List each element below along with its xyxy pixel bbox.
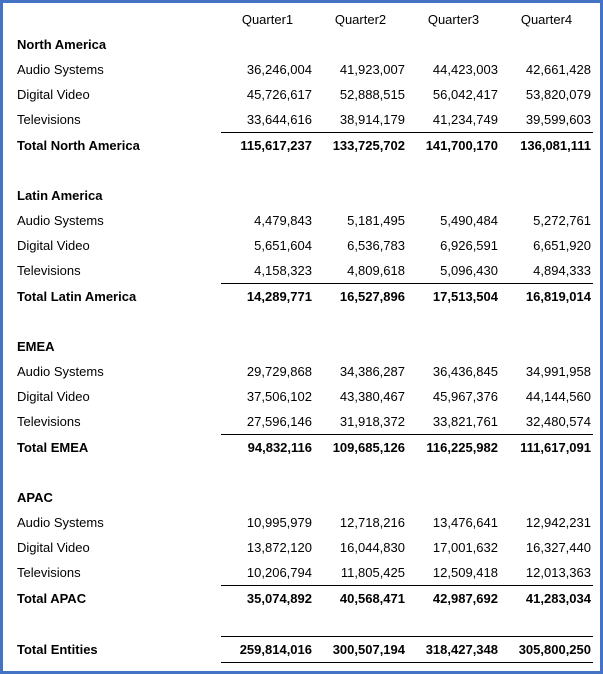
cell-value: 44,423,003	[432, 62, 498, 77]
section-header: Latin America	[17, 188, 103, 203]
spacer-row	[17, 460, 593, 485]
table-row	[17, 107, 593, 133]
cell-value: 12,718,216	[339, 515, 405, 530]
grand-total-value: 259,814,016	[221, 637, 314, 663]
grand-total-value: 300,507,194	[314, 637, 407, 663]
cell-value: 16,327,440	[525, 540, 591, 555]
grand-total-row	[17, 637, 593, 663]
table-row	[17, 208, 593, 233]
cell-value: 5,096,430	[440, 263, 498, 278]
total-value: 16,819,014	[500, 284, 593, 310]
cell-value: 45,967,376	[432, 389, 498, 404]
table-row	[17, 510, 593, 535]
table-row	[17, 359, 593, 384]
total-value: 109,685,126	[314, 435, 407, 461]
total-row	[17, 435, 593, 461]
cell-value: 4,809,618	[347, 263, 405, 278]
spacer-row	[17, 611, 593, 637]
cell-value: 52,888,515	[339, 87, 405, 102]
total-value: 42,987,692	[407, 586, 500, 612]
total-value: 94,832,116	[221, 435, 314, 461]
total-value: 111,617,091	[500, 435, 593, 461]
total-label: Total EMEA	[17, 439, 89, 455]
total-value: 141,700,170	[407, 133, 500, 159]
row-label: Digital Video	[17, 238, 90, 253]
column-header-quarter4: Quarter4	[520, 12, 573, 27]
cell-value: 12,942,231	[525, 515, 591, 530]
section-header: EMEA	[17, 339, 55, 354]
cell-value: 39,599,603	[525, 112, 591, 127]
cell-value: 4,894,333	[533, 263, 591, 278]
column-header-quarter2: Quarter2	[334, 12, 387, 27]
cell-value: 10,995,979	[246, 515, 312, 530]
cell-value: 6,651,920	[533, 238, 591, 253]
section-header: APAC	[17, 490, 53, 505]
row-label: Audio Systems	[17, 515, 104, 530]
row-label: Televisions	[17, 263, 81, 279]
spacer-row	[17, 309, 593, 334]
cell-value: 5,181,495	[347, 213, 405, 228]
total-label: Total APAC	[17, 590, 87, 606]
cell-value: 34,991,958	[525, 364, 591, 379]
cell-value: 53,820,079	[525, 87, 591, 102]
cell-value: 31,918,372	[339, 414, 405, 429]
row-label: Televisions	[17, 414, 81, 430]
cell-value: 11,805,425	[340, 565, 405, 580]
cell-value: 38,914,179	[339, 112, 405, 127]
row-label: Audio Systems	[17, 213, 104, 228]
cell-value: 32,480,574	[525, 414, 591, 429]
section-header-row	[17, 183, 593, 208]
table-row	[17, 409, 593, 435]
row-label: Digital Video	[17, 540, 90, 555]
cell-value: 4,479,843	[254, 213, 312, 228]
total-value: 41,283,034	[500, 586, 593, 612]
cell-value: 13,872,120	[246, 540, 312, 555]
column-header-quarter1: Quarter1	[241, 12, 294, 27]
total-value: 16,527,896	[314, 284, 407, 310]
section-header-row	[17, 32, 593, 57]
total-label: Total Latin America	[17, 288, 137, 304]
cell-value: 27,596,146	[246, 414, 312, 429]
table-row	[17, 258, 593, 284]
cell-value: 43,380,467	[339, 389, 405, 404]
row-label: Televisions	[17, 112, 81, 128]
table-row	[17, 535, 593, 560]
cell-value: 41,234,749	[432, 112, 498, 127]
cell-value: 4,158,323	[254, 263, 312, 278]
row-label: Digital Video	[17, 87, 90, 102]
cell-value: 5,490,484	[440, 213, 498, 228]
total-row	[17, 284, 593, 310]
cell-value: 12,013,363	[525, 565, 591, 580]
total-label: Total North America	[17, 137, 140, 153]
cell-value: 56,042,417	[432, 87, 498, 102]
cell-value: 10,206,794	[246, 565, 312, 580]
row-label: Audio Systems	[17, 62, 104, 77]
total-value: 14,289,771	[221, 284, 314, 310]
total-value: 115,617,237	[221, 133, 314, 159]
cell-value: 12,509,418	[432, 565, 498, 580]
section-header-row	[17, 334, 593, 359]
cell-value: 6,926,591	[440, 238, 498, 253]
cell-value: 41,923,007	[339, 62, 405, 77]
table-row	[17, 233, 593, 258]
cell-value: 29,729,868	[246, 364, 312, 379]
cell-value: 42,661,428	[525, 62, 591, 77]
grand-total-label: Total Entities	[17, 642, 98, 657]
total-value: 116,225,982	[407, 435, 500, 461]
total-value: 136,081,111	[500, 133, 593, 159]
corner-cell	[17, 7, 221, 32]
total-row	[17, 586, 593, 612]
total-row	[17, 133, 593, 159]
cell-value: 13,476,641	[432, 515, 498, 530]
total-value: 133,725,702	[314, 133, 407, 159]
table-row	[17, 560, 593, 586]
column-header-quarter3: Quarter3	[427, 12, 480, 27]
table-row	[17, 384, 593, 409]
cell-value: 33,644,616	[246, 112, 312, 127]
total-value: 40,568,471	[314, 586, 407, 612]
row-label: Digital Video	[17, 389, 90, 404]
section-header: North America	[17, 37, 107, 52]
cell-value: 5,272,761	[533, 213, 591, 228]
total-value: 17,513,504	[407, 284, 500, 310]
row-label: Audio Systems	[17, 364, 104, 379]
section-header-row	[17, 485, 593, 510]
row-label: Televisions	[17, 565, 81, 581]
cell-value: 6,536,783	[347, 238, 405, 253]
spacer-row	[17, 158, 593, 183]
cell-value: 17,001,632	[432, 540, 498, 555]
cell-value: 33,821,761	[432, 414, 498, 429]
cell-value: 36,436,845	[432, 364, 498, 379]
grand-total-value: 318,427,348	[407, 637, 500, 663]
total-value: 35,074,892	[221, 586, 314, 612]
cell-value: 5,651,604	[254, 238, 312, 253]
table-row	[17, 82, 593, 107]
grand-total-value: 305,800,250	[500, 637, 593, 663]
cell-value: 34,386,287	[339, 364, 405, 379]
column-header-row	[17, 7, 593, 32]
financial-report-table	[17, 7, 593, 663]
table-row	[17, 57, 593, 82]
cell-value: 36,246,004	[246, 62, 312, 77]
cell-value: 45,726,617	[246, 87, 312, 102]
cell-value: 16,044,830	[339, 540, 405, 555]
cell-value: 37,506,102	[246, 389, 312, 404]
cell-value: 44,144,560	[525, 389, 591, 404]
